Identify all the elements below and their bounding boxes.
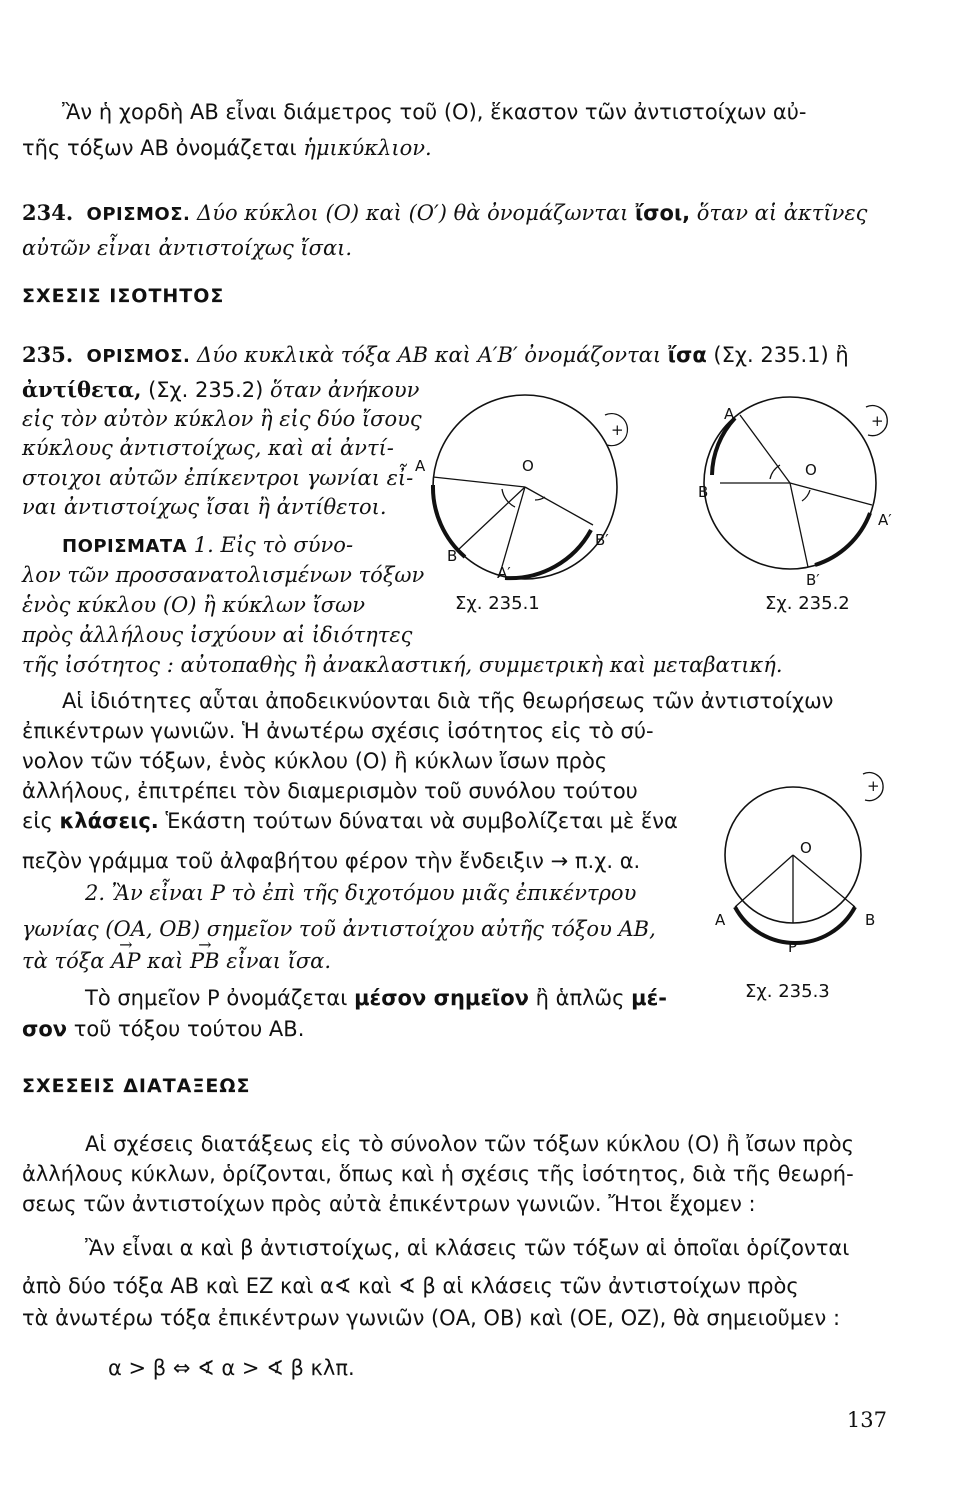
radius-ob-prime-2 [790, 483, 808, 567]
fig1-label-a: Α [415, 457, 426, 475]
corollaries-line-4: πρὸς ἀλλήλους ἰσχύουν αἱ ἰδιότητες [22, 623, 413, 647]
order-line-5: ἀπὸ δύο τόξα ΑΒ καὶ ΕΖ καὶ α∢ καὶ ∢ β αἱ κλάσεις τῶν ἀντιστοίχων πρὸς [22, 1274, 799, 1298]
fig1-label-b: Β [447, 547, 458, 565]
definition-235-line-2: ἀντίθετα, (Σχ. 235.2) ὅταν ἀνήκουν [22, 377, 420, 402]
radius-oa [433, 477, 525, 487]
fig2-label-b-prime: Β′ [806, 571, 820, 589]
properties-line-6: πεζὸν γράμμα τοῦ ἀλφαβήτου φέρον τὴν ἔνδειξιν → π.χ. α. [22, 849, 641, 873]
fig1-label-a-prime: Α′ [497, 564, 511, 582]
radius-ob-3 [793, 855, 855, 907]
arc-a-prime-b-prime-2 [815, 513, 870, 565]
fig3-label-p: Ρ [788, 938, 798, 956]
fig3-label-plus: + [867, 777, 880, 795]
fig2-label-b: Β [698, 483, 709, 501]
fig3-label-a: Α [715, 911, 726, 929]
definition-234-line-2: αὐτῶν εἶναι ἀντιστοίχως ἴσαι. [22, 236, 353, 260]
arc-ab-2 [712, 418, 735, 475]
corollaries-line-3: ἑνὸς κύκλου (Ο) ἢ κύκλων ἴσων [22, 593, 365, 617]
order-line-4: Ἂν εἶναι α καὶ β ἀντιστοίχως, αἱ κλάσεις τῶν τόξων αἱ ὁποῖαι ὁρίζονται [85, 1236, 850, 1260]
definition-235-line-6: ναι ἀντιστοίχως ἴσαι ἢ ἀντίθετοι. [22, 495, 387, 519]
definition-235-line-4: κύκλους ἀντιστοίχως, καὶ αἱ ἀντί- [22, 436, 394, 460]
properties-line-5: εἰς κλάσεις. Ἑκάστη τούτων δύναται νὰ συμβολίζεται μὲ ἕνα [22, 809, 678, 833]
fig1-label-b-prime: Β′ [595, 531, 609, 549]
fig1-label-plus: + [611, 421, 624, 439]
order-line-2: ἀλλήλους κύκλων, ὁρίζονται, ὅπως καὶ ἡ σχέσις τῆς ἰσότητος, διὰ τῆς θεωρή- [22, 1162, 854, 1186]
corollaries-line-2: λον τῶν προσσανατολισμένων τόξων [22, 563, 425, 587]
radius-oa-prime-2 [790, 483, 872, 505]
radius-ob-prime [525, 487, 593, 525]
fig2-label-plus: + [871, 412, 884, 430]
radius-oa-2 [740, 415, 790, 483]
fig3-label-o: Ο [800, 839, 812, 857]
fig2-label-a: Α [724, 405, 735, 423]
definition-235: 235. ΟΡΙΣΜΟΣ. Δύο κυκλικὰ τόξα ΑΒ καὶ Α′Β′ ὀνομάζονται ἴσα (Σχ. 235.1) ἢ [22, 342, 849, 367]
corollaries-line-5: τῆς ἰσότητος : αὐτοπαθὴς ἢ ἀνακλαστική, συμμετρικὴ καὶ μεταβατική. [22, 653, 783, 677]
angle-a-prime-o-b-prime [535, 497, 545, 500]
fig1-label-o: Ο [522, 457, 534, 475]
fig2-label-a-prime: Α′ [878, 511, 892, 529]
fig3-label-b: Β [865, 911, 876, 929]
figure-235-2 [690, 385, 905, 595]
heading-order: ΣΧΕΣΕΙΣ ΔΙΑΤΑΞΕΩΣ [22, 1075, 251, 1097]
figure-235-1 [405, 385, 645, 595]
corollary-2-line-1: 2. Ἂν εἶναι Ρ τὸ ἐπὶ τῆς διχοτόμου μιᾶς ἐπικέντρου [85, 881, 637, 905]
order-line-6: τὰ ἀνωτέρω τόξα ἐπικέντρων γωνιῶν (ΟΑ, ΟΒ) καὶ (ΟΕ, ΟΖ), θὰ σημειοῦμεν : [22, 1306, 841, 1330]
properties-line-2: ἐπικέντρων γωνιῶν. Ἡ ἀνωτέρω σχέσις ἰσότητος εἰς τὸ σύ- [22, 719, 654, 743]
definition-235-line-5: στοιχοι αὐτῶν ἐπίκεντροι γωνίαι εἶ- [22, 466, 414, 490]
angle-a-prime-o-b-prime-2 [802, 490, 810, 501]
midpoint-line-2: σον τοῦ τόξου τούτου ΑΒ. [22, 1017, 305, 1041]
definition-235-line-3: εἰς τὸν αὐτὸν κύκλον ἢ εἰς δύο ἴσους [22, 407, 422, 431]
caption-235-3: Σχ. 235.3 [745, 981, 830, 1002]
corollaries-heading: ΠΟΡΙΣΜΑΤΑ 1. Εἰς τὸ σύνο- [62, 533, 354, 557]
properties-line-1: Αἱ ἰδιότητες αὗται ἀποδεικνύονται διὰ τῆς θεωρήσεως τῶν ἀντιστοίχων [62, 689, 834, 713]
midpoint-line-1: Τὸ σημεῖον Ρ ὀνομάζεται μέσον σημεῖον ἢ ἁπλῶς μέ- [85, 986, 667, 1010]
radius-ob [458, 487, 525, 550]
arc-a-prime-b-prime [505, 530, 591, 578]
corollary-2-line-3: τὰ τόξα → ΑΡ καὶ → ΡΒ εἶναι ἴσα. [22, 946, 331, 976]
caption-235-2: Σχ. 235.2 [765, 593, 850, 614]
properties-line-4: ἀλλήλους, ἐπιτρέπει τὸν διαμερισμὸν τοῦ συνόλου τούτου [22, 779, 638, 803]
order-formula: α > β ⇔ ∢ α > ∢ β κλπ. [108, 1356, 355, 1380]
page-number: 137 [846, 1408, 887, 1432]
intro-line-2: τῆς τόξων ΑΒ ὀνομάζεται ἡμικύκλιον. [22, 136, 432, 160]
figure-235-3 [705, 760, 905, 965]
caption-235-1: Σχ. 235.1 [455, 593, 540, 614]
properties-line-3: νολον τῶν τόξων, ἑνὸς κύκλου (Ο) ἢ κύκλων ἴσων πρὸς [22, 749, 608, 773]
corollary-2-line-2: γωνίας (ΟΑ, ΟΒ) σημεῖον τοῦ ἀντιστοίχου αὐτῆς τόξου ΑΒ, [22, 917, 656, 941]
order-line-3: σεως τῶν ἀντιστοίχων πρὸς αὐτὰ ἐπικέντρων γωνιῶν. Ἤτοι ἔχομεν : [22, 1192, 756, 1216]
fig2-label-o: Ο [805, 461, 817, 479]
radius-oa-3 [735, 855, 793, 907]
definition-234: 234. ΟΡΙΣΜΟΣ. Δύο κύκλοι (Ο) καὶ (Ο′) θὰ ὀνομάζωνται ἴσοι, ὅταν αἱ ἀκτῖνες [22, 200, 868, 225]
intro-line-1: Ἂν ἡ χορδὴ ΑΒ εἶναι διάμετρος τοῦ (Ο), ἕκαστον τῶν ἀντιστοίχων αὐ- [62, 100, 807, 124]
heading-equality: ΣΧΕΣΙΣ ΙΣΟΤΗΤΟΣ [22, 285, 225, 307]
order-line-1: Αἱ σχέσεις διατάξεως εἰς τὸ σύνολον τῶν τόξων κύκλου (Ο) ἢ ἴσων πρὸς [85, 1132, 854, 1156]
